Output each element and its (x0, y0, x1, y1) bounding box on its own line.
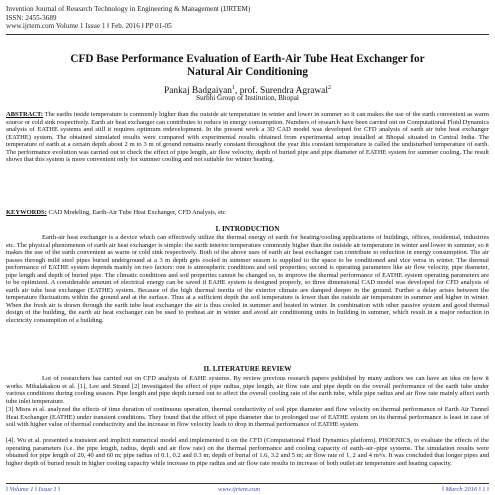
section-heading-literature-review: II. LITERATURE REVIEW (203, 365, 292, 373)
literature-paragraph: [4]. Wu et al. presented a transient and implicit numerical model and implemented it on the CFD (Computational Fluid Dynamics platform), PHOENICS, to evaluate the effects of the operating parameters (i.e. the pipe length, radius, depth and air flow rate) on the thermal performance and cooling capacity of earth–air–pipe systems. The simulation results were obtained for pipe length of 20, 40 and 60 m; pipe radius of 0.1, 0.2 and 0.3 m; depth of burial of 1.6, 3.2 and 5 m; air flow rate of 1, 2 and 4 m³/s. It was concluded that longer pipes and higher depth of buried result in higher cooling capacity while increase in pipe radius and air flow rate results in increase of both outlet air temperature and heating capacity. (6, 437, 489, 467)
section-heading-introduction: I. INTRODUCTION (215, 225, 280, 233)
literature-paragraph: [3] Misra et al. analyzed the effects of time duration of continuous operation, thermal conductivity of soil pipe diameter and flow velocity on thermal performance of Earth Air Tunnel Heat Exchanger (EATHE) under transient conditions. They found that the effect of pipe diameter due to prolonged use of EATHE system on its thermal performance is least in case of soil with higher value of thermal conductivity and the increase in flow velocity leads to drop in thermal performance of EATHE system (6, 406, 489, 429)
introduction-paragraph: Earth-air heat exchanger is a device which can effectively utilize the thermal energy of earth for heating/cooling applications of buildings, offices, residential, industries etc. The physical phenomenon of earth air heat exchanger is simple: the earth interior temperature commonly higher than the outside air temperature in winter and lower in summer, so it makes the use of the earth convenient as warm or cold sink respectively. Both of the above uses of earth air heat exchanger can contribute to reduction in energy consumption. The air passes through mild steel pipes buried underground at a 3 m depth gets cooled in summer season is supplied to the space to be conditioned and vice versa in winter. The thermal performance of EATHE system depends mainly on two factors: one is atmospheric conditions and soil properties; second is operating parameters like air flow velocity, pipe diameter, pipe length and depth of buried pipe. The climatic conditions and soil properties cannot be changed so, to improve the thermal performance of EATHE system operating parameters are to be optimized. A considerable amount of electrical energy can be saved if EAHE system is designed properly, so three dimensional CAD model was developed for CFD analysis of earth air tube heat exchanger (EATHE) system. Because of the high thermal inertia of the exterior climate are damped deeper in the ground. Further a delay arises between the temperature fluctuations within the ground and at the surface. Thus at a sufficient depth the soil temperature is lower than the outside air temperature in summer and higher in winter. When the fresh air is drawn through the earth tube heat exchanger the air is thus cooled in summer and heated in winter. In combination with other passive system and good thermal design of the building, the earth air heat exchanger can be used to preheat air in winter and avoid air conditioning units in building in summer, which result in a major reduction in electricity consumption of a building. (6, 234, 489, 325)
journal-header (6, 5, 250, 31)
footer-date-page: ǁ March 2016 ǁ 1 ǁ (442, 486, 489, 493)
footer-divider (6, 483, 489, 484)
paper-title-line2: Natural Air Conditioning (186, 66, 308, 78)
paper-title-line1: CFD Base Performance Evaluation of Earth-Air Tube Heat Exchanger for (70, 53, 425, 65)
abstract-label: ABSTRACT: (6, 111, 44, 118)
journal-name: Invention Journal of Research Technology in Engineering & Management (IJRTEM) (6, 5, 251, 13)
keywords-label: KEYWORDS: (6, 209, 47, 216)
keywords (6, 209, 489, 217)
footer-volume: ǁ Volume 1 ǁ Issue 1 ǁ (6, 486, 61, 493)
affiliation: Surbhi Group of Institution, Bhopal (196, 94, 299, 102)
abstract-text: The earths inside temperature is commonly higher than the outside air temperature in winter and lower in summer so it can makes the use of the earth convenient as warm source or cold sink respectively. Earth air heat exchanger can contributes to reduce in energy consumption. Numbers of research have been carried out on Computational Fluid Dynamics analysis of EATHE systems and still it requires optimum redevelopment. In the present work a 3D CAD model was developed for CFD analysis of earth air tube heat exchanger (EATHE) system. The obtained simulated results were compared with experimental results obtained from experimental setup installed at Bhopal situated in Central India. The temperature of earth at a certain depth about 2 m to 3 m of ground remains nearly constant throughout the year this constant temperature is called the undisturbed temperature of earth. The performance evolution was carried out to check the effect of pipe length, air flow velocity, depth of buried pipe and pipe diameter of EATHE system for summer cooling. The result shows that this system is more convenient only for summer cooling and not suitable for winter heating. (6, 111, 489, 164)
author-name: , prof. Surendra Agrawal (235, 86, 328, 97)
journal-issn: ISSN: 2455-3689 (6, 13, 57, 22)
literature-paragraph: Lot of researchers has carried out on CFD analysis of EAHE systems. By review previous research papers published by many authors we can have an idea on how it works. Mihalakakou et al. [1], Lee and Strand [2] investigated the effect of pipe radius, pipe length, air flow rate and pipe depth on the overall performance of the earth tube under various conditions during cooling season. Pipe length and pipe depth turned out to affect the overall cooling rate of the earth tube, while pipe radius and air flow rate mainly affect earth tube inlet temperature. (6, 375, 489, 405)
header-divider (6, 34, 489, 35)
author-superscript: 1 (232, 85, 235, 91)
author-name: Pankaj Badgaiyan (164, 86, 232, 97)
author-superscript: 2 (327, 85, 331, 91)
footer-website-link[interactable]: www.ijrtem.com (218, 486, 261, 493)
abstract (6, 111, 489, 164)
keywords-text: CAD Modeling, Earth-Air Tube Heat Exchanger, CFD Analysis, etc (46, 209, 226, 216)
journal-volume-info: www.ijrtem.com Volume 1 Issue 1 ǁ Feb. 2016 ǁ PP 01-05 (6, 22, 172, 31)
